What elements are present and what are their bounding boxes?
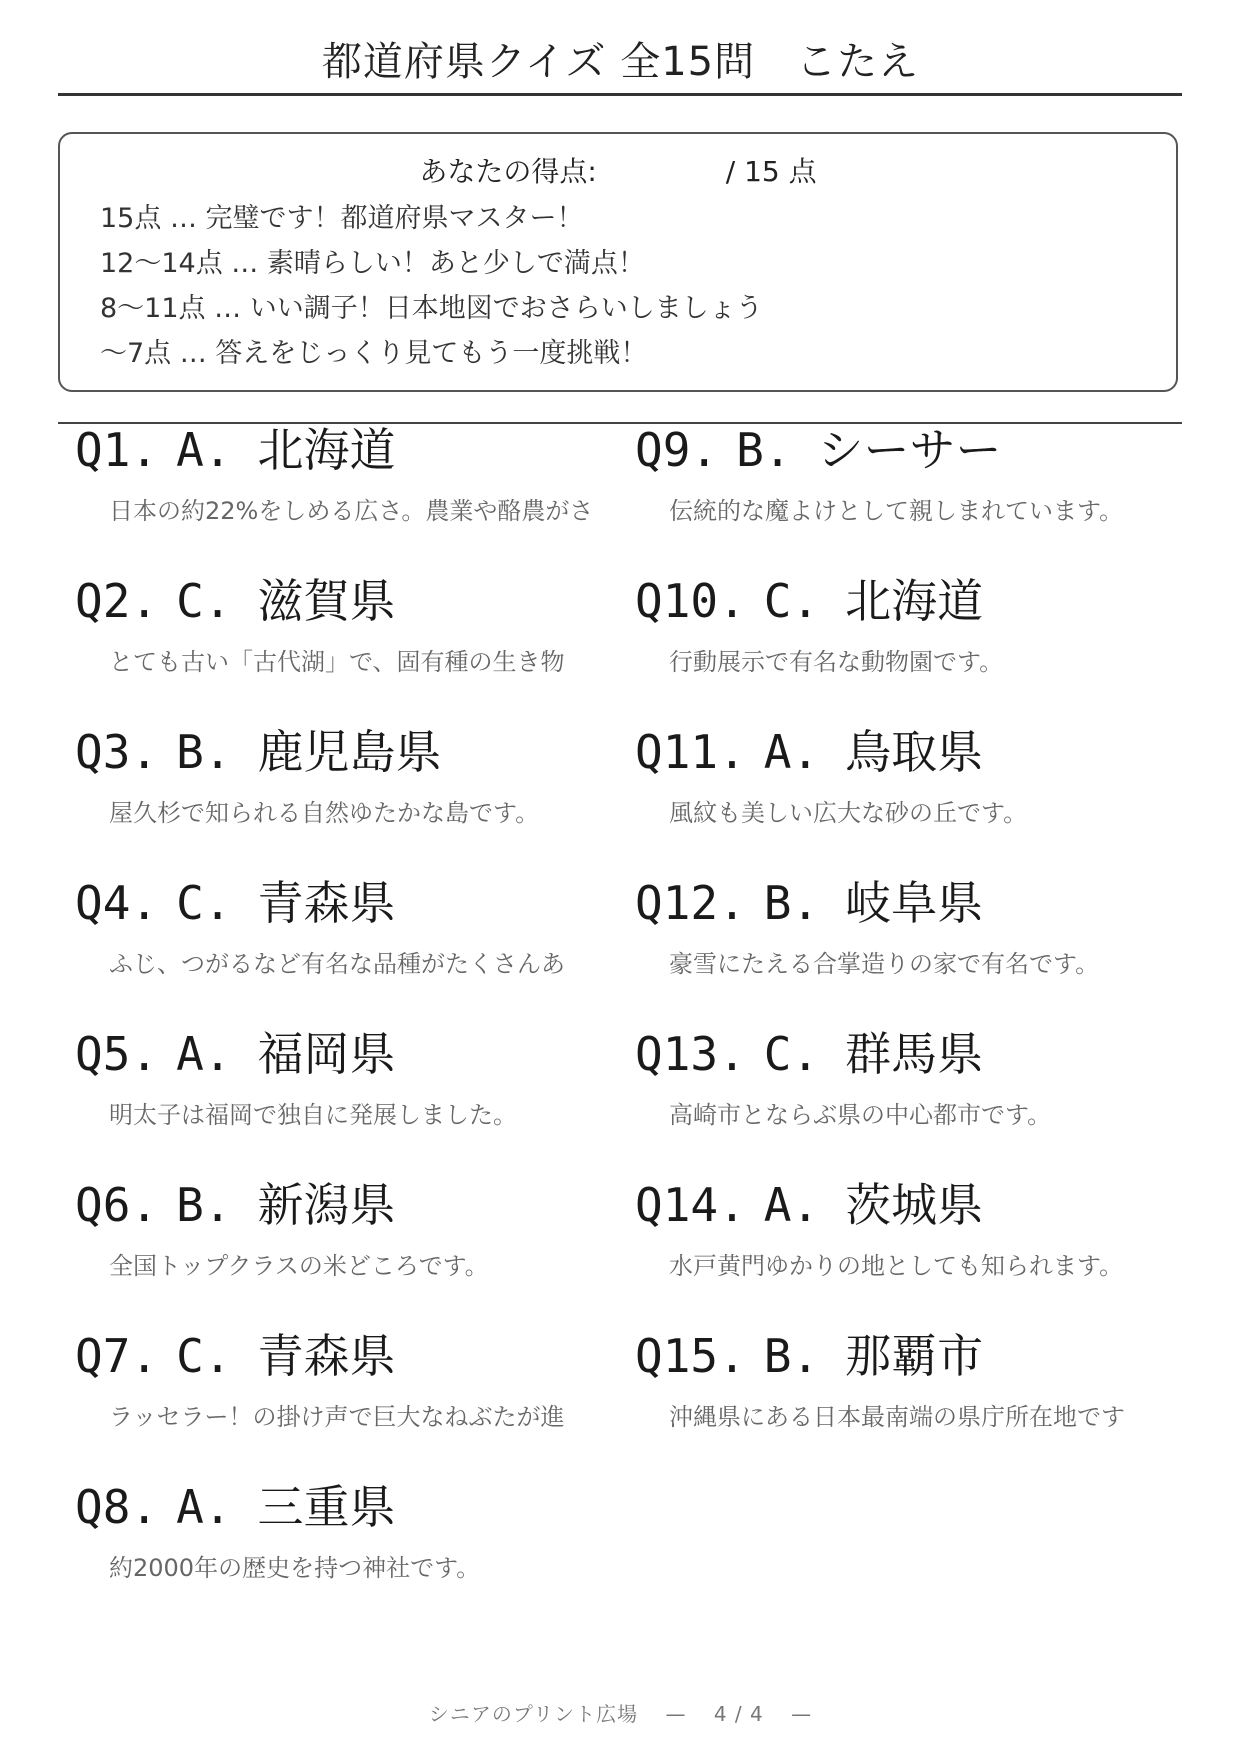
question-number: Q13. [635,1027,746,1081]
question-number: Q2. [75,574,159,628]
question-number: Q9. [635,423,719,477]
answer-choice: B. [763,1329,820,1383]
answer-text: 三重県 [257,1480,396,1534]
title-underline [58,93,1182,96]
answer-item [75,1024,615,1175]
question-number: Q11. [635,725,746,779]
answer-choice: A. [176,1027,232,1081]
rank-item: 〜7点 … 答えをじっくり見てもう一度挑戦！ [100,338,648,369]
answer-item [635,1024,1175,1175]
answer-choice: B. [763,876,820,930]
rank-item: 12〜14点 … 素晴らしい！あと少しで満点！ [100,248,645,279]
answer-item [75,571,615,722]
score-line [60,150,1176,190]
answer-item [635,1326,1175,1477]
answer-choice: C. [763,1027,820,1081]
answer-text: 青森県 [257,1329,396,1383]
answer-choice: C. [176,574,232,628]
answer-item [75,1326,615,1477]
answer-item [635,420,1175,571]
answer-note: 約2000年の歴史を持つ神社です。 [109,1554,481,1582]
answer-item [75,1175,615,1326]
question-number: Q12. [635,876,746,930]
question-number: Q8. [75,1480,159,1534]
footer-dash: — [791,1702,813,1726]
answer-note: 全国トップクラスの米どころです。 [109,1252,489,1280]
question-number: Q5. [75,1027,159,1081]
answer-note: 伝統的な魔よけとして親しまれています。 [669,497,1124,525]
answer-note: ラッセラー！の掛け声で巨大なねぶたが進 [109,1403,565,1431]
score-box [58,132,1178,392]
answers-left-column [75,420,615,1628]
answer-item [635,1175,1175,1326]
answer-note: 日本の約22%をしめる広さ。農業や酪農がさ [109,497,594,525]
answer-item [75,1477,615,1628]
answer-note: 屋久杉で知られる自然ゆたかな島です。 [109,799,540,827]
footer-dash: — [665,1702,687,1726]
answer-note: 明太子は福岡で独自に発展しました。 [109,1101,517,1129]
rank-list [100,196,763,376]
answer-text: シーサー [817,423,1002,477]
answer-note: 豪雪にたえる合掌造りの家で有名です。 [669,950,1100,978]
score-total: / 15 点 [725,155,817,188]
answer-item [635,571,1175,722]
answer-text: 鹿児島県 [257,725,442,779]
answer-choice: B. [176,1178,232,1232]
rank-item: 15点 … 完璧です！都道府県マスター！ [100,203,584,234]
answer-choice: B. [736,423,792,477]
answer-choice: A. [176,1480,232,1534]
answer-text: 茨城県 [845,1178,984,1232]
answer-note: 行動展示で有名な動物園です。 [669,648,1004,676]
answer-choice: A. [176,423,232,477]
answer-note: ふじ、つがるなど有名な品種がたくさんあ [109,950,565,978]
answer-text: 北海道 [845,574,984,628]
site-name: シニアのプリント広場 [428,1702,639,1726]
answer-text: 滋賀県 [257,574,396,628]
question-number: Q7. [75,1329,159,1383]
question-number: Q10. [635,574,746,628]
answer-note: 沖縄県にある日本最南端の県庁所在地です [669,1403,1125,1431]
answer-choice: B. [176,725,232,779]
answer-item [75,420,615,571]
answer-text: 福岡県 [257,1027,396,1081]
answer-choice: A. [763,725,820,779]
score-label: あなたの得点: [419,155,597,188]
page-footer [0,1698,1241,1727]
question-number: Q1. [75,423,159,477]
question-number: Q14. [635,1178,746,1232]
answer-item [635,873,1175,1024]
answer-note: 高崎市とならぶ県の中心都市です。 [669,1101,1052,1129]
question-number: Q15. [635,1329,746,1383]
answer-note: 風紋も美しい広大な砂の丘です。 [669,799,1028,827]
answer-note: とても古い「古代湖」で、固有種の生き物 [109,648,565,676]
page-number: 4 / 4 [713,1702,764,1726]
answer-note: 水戸黄門ゆかりの地としても知られます。 [669,1252,1124,1280]
answer-choice: A. [763,1178,820,1232]
answer-text: 群馬県 [845,1027,984,1081]
answer-choice: C. [176,876,232,930]
answer-choice: C. [176,1329,232,1383]
answers-right-column [635,420,1175,1477]
question-number: Q6. [75,1178,159,1232]
answer-item [635,722,1175,873]
page-title: 都道府県クイズ 全15問 こたえ [321,39,920,85]
answer-item [75,873,615,1024]
answer-choice: C. [763,574,820,628]
answer-text: 青森県 [257,876,396,930]
answer-text: 北海道 [257,423,396,477]
answer-item [75,722,615,873]
answer-text: 新潟県 [257,1178,396,1232]
answer-text: 那覇市 [845,1329,984,1383]
question-number: Q3. [75,725,159,779]
rank-item: 8〜11点 … いい調子！日本地図でおさらいしましょう [100,293,763,324]
question-number: Q4. [75,876,159,930]
answer-text: 鳥取県 [845,725,984,779]
answer-text: 岐阜県 [845,876,984,930]
